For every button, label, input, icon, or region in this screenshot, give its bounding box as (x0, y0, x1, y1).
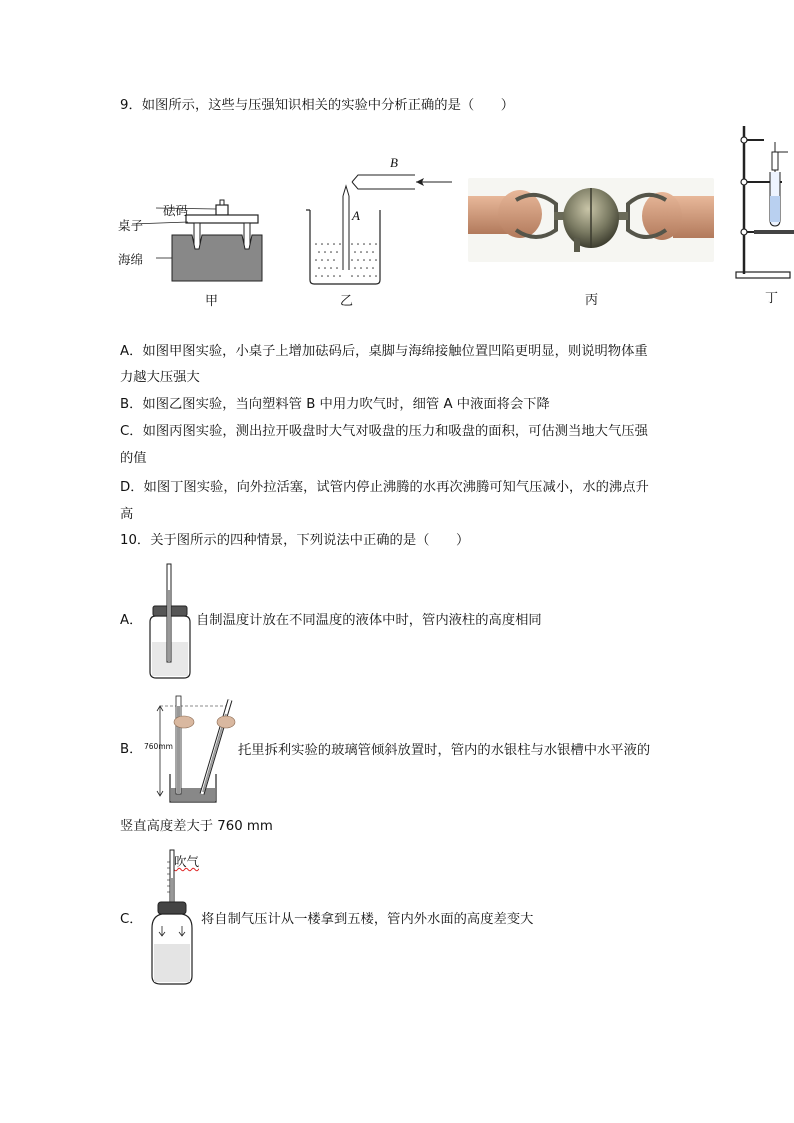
q10-option-b-text-line2: 竖直高度差大于 760 mm (120, 819, 273, 834)
q9-option-b: B．如图乙图实验，当向塑料管 B 中用力吹气时，细管 A 中液面将会下降 (120, 397, 550, 412)
label-760mm: 760mm (144, 742, 173, 751)
figure-bing-photo (468, 178, 714, 262)
caption-jia: 甲 (205, 294, 219, 309)
q9-option-a-line1: A．如图甲图实验，小桌子上增加砝码后，桌脚与海绵接触位置凹陷更明显，则说明物体重 (120, 344, 648, 359)
q10-stem: 10．关于图所示的四种情景，下列说法中正确的是（ ） (120, 533, 470, 548)
figure-homemade-thermometer (146, 562, 194, 680)
caption-bing: 丙 (585, 293, 599, 308)
caption-yi: 乙 (340, 294, 354, 309)
figure-homemade-barometer (146, 848, 200, 988)
label-a: A (352, 208, 360, 223)
q10-option-b-text: 托里拆利实验的玻璃管倾斜放置时，管内的水银柱与水银槽中水平液的 (238, 743, 651, 758)
caption-ding: 丁 (765, 291, 779, 306)
q10-option-b-label: B． (120, 742, 143, 757)
label-sponge: 海绵 (118, 252, 144, 267)
q10-option-c-label: C． (120, 912, 143, 927)
label-table: 桌子 (118, 218, 144, 233)
figure-yi (300, 158, 460, 288)
q10-option-a-label: A． (120, 613, 143, 628)
q9-option-a-line2: 力越大压强大 (120, 370, 200, 385)
label-blow: 吹气 (174, 854, 200, 869)
q9-option-c-line2: 的值 (120, 451, 147, 466)
q9-option-d-line1: D．如图丁图实验，向外拉活塞，试管内停止沸腾的水再次沸腾可知气压减小，水的沸点升 (120, 480, 649, 495)
q10-option-a-text: 自制温度计放在不同温度的液体中时，管内液柱的高度相同 (196, 613, 542, 628)
figure-ding (732, 124, 794, 282)
q10-option-c-text: 将自制气压计从一楼拿到五楼，管内外水面的高度差变大 (201, 912, 534, 927)
q9-stem: 9．如图所示，这些与压强知识相关的实验中分析正确的是（ ） (120, 98, 515, 113)
label-weight: 砝码 (163, 203, 189, 218)
figure-jia (112, 195, 272, 287)
q9-option-c-line1: C．如图丙图实验，测出拉开吸盘时大气对吸盘的压力和吸盘的面积，可估测当地大气压强 (120, 424, 648, 439)
q9-option-d-line2: 高 (120, 507, 134, 522)
label-b: B (390, 155, 398, 170)
